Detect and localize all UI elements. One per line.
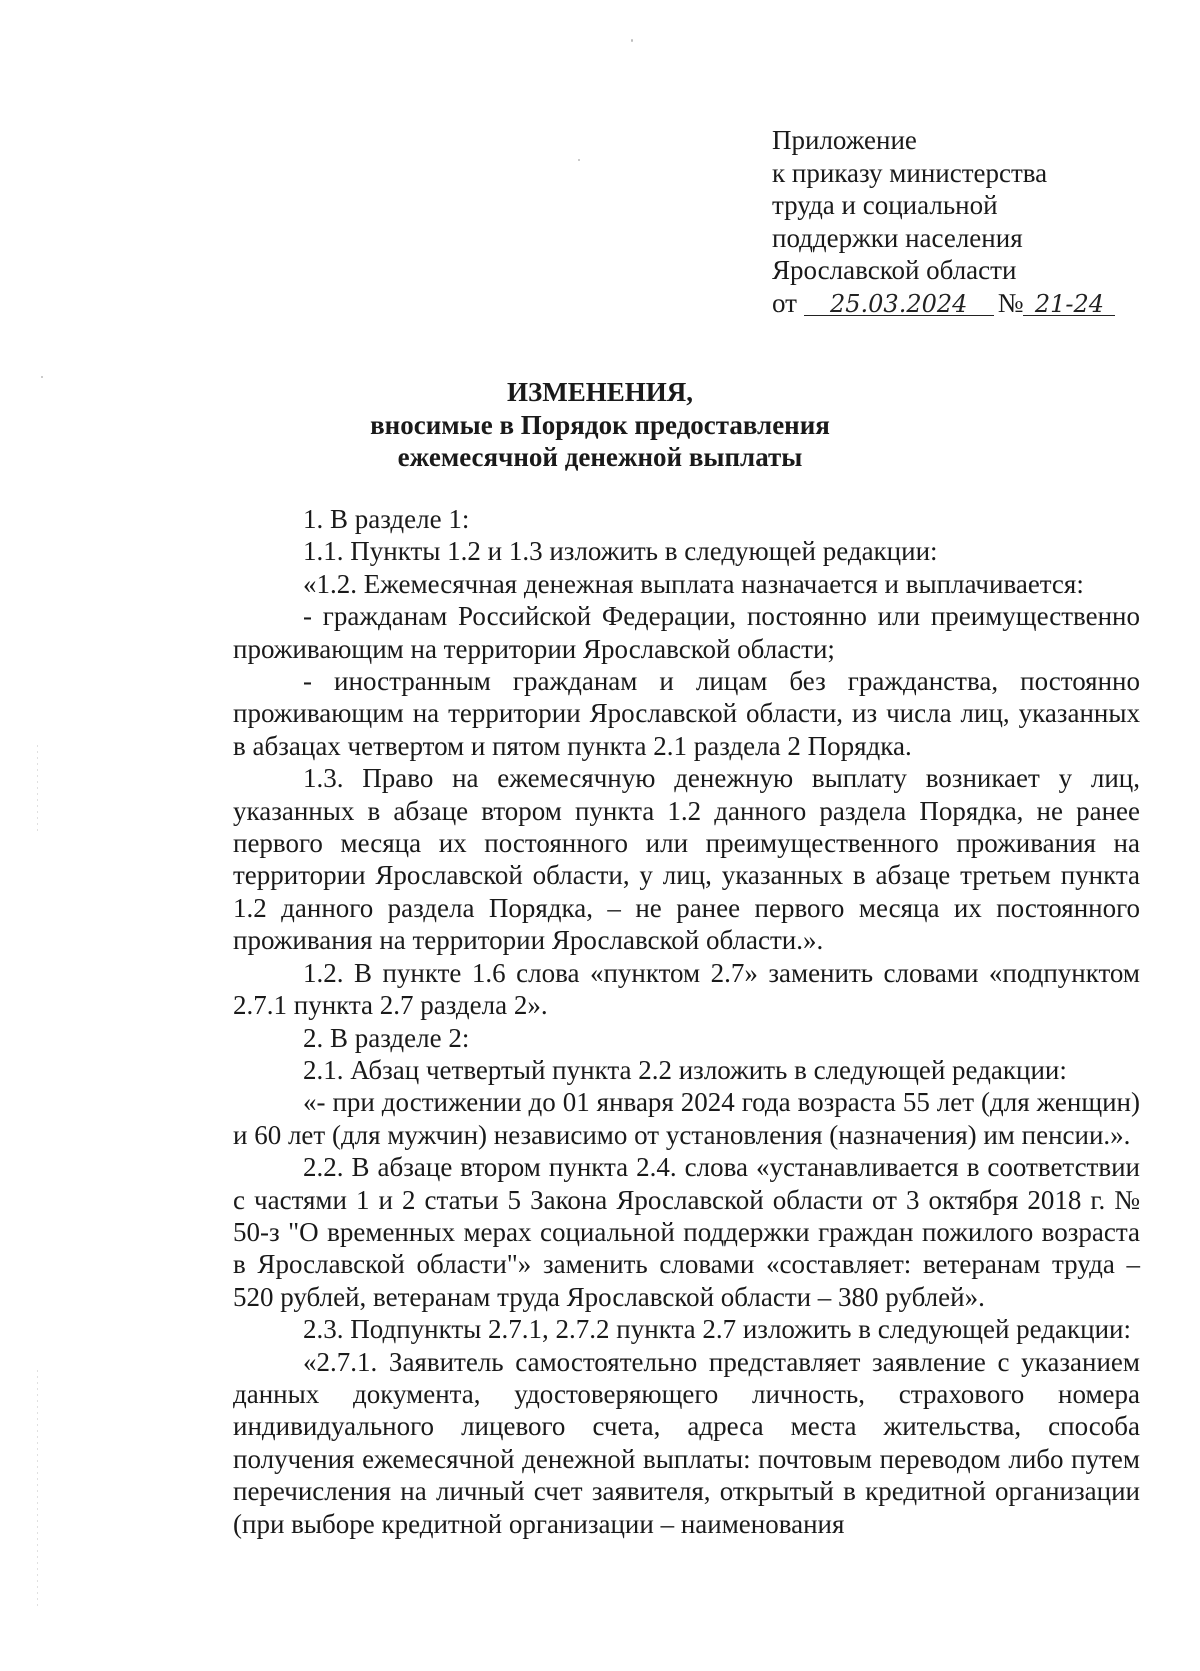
title-line-3: ежемесячной денежной выплаты <box>397 442 803 472</box>
paragraph: 1.1. Пункты 1.2 и 1.3 изложить в следующей редакции: <box>303 536 938 567</box>
appendix-line: к приказу министерства <box>772 157 1048 188</box>
document-body <box>233 503 1140 1540</box>
paragraph: 1.3. Право на ежемесячную денежную выплату возникает у лиц, указанных в абзаце втором пункта 1.2 данного раздела Порядка, не ранее первого месяца их постоянного или преимущественного проживания на территории Ярославской области, у лиц, указанных в абзаце третьем пункта 1.2 данного раздела Порядка, – не ранее первого месяца их постоянного проживания на территории Ярославской области.». <box>233 763 1140 956</box>
from-label: от <box>772 287 797 318</box>
margin-mark <box>37 1370 38 1610</box>
order-date-handwritten: 25.03.2024 <box>829 289 968 318</box>
title-line-1: ИЗМЕНЕНИЯ, <box>506 377 693 407</box>
paragraph: 1.2. В пункте 1.6 слова «пунктом 2.7» заменить словами «подпунктом 2.7.1 пункта 2.7 раздела 2». <box>233 957 1140 1021</box>
appendix-block <box>772 124 1172 320</box>
paragraph: 2. В разделе 2: <box>303 1022 470 1053</box>
number-label: № <box>997 287 1024 318</box>
order-number-handwritten: 21-24 <box>1034 289 1105 318</box>
paragraph: «2.7.1. Заявитель самостоятельно представляет заявление с указанием данных документа, удостоверяющего личность, страхового номера индивидуального лицевого счета, адреса места жительства, способа получения ежемесячной денежной выплаты: почтовым переводом либо путем перечисления на личный счет заявителя, открытый в кредитной организации (при выборе кредитной организации – наименования <box>233 1346 1140 1539</box>
scan-speck <box>631 39 633 42</box>
scan-speck <box>578 159 580 161</box>
appendix-line: поддержки населения <box>772 222 1023 253</box>
paragraph: - иностранным гражданам и лицам без гражданства, постоянно проживающим на территории Ярославской области, из числа лиц, указанных в абзацах четвертом и пятом пункта 2.1 раздела 2 Порядка. <box>233 666 1140 761</box>
appendix-line: Приложение <box>772 125 917 155</box>
order-date-field <box>804 287 994 316</box>
paragraph: - гражданам Российской Федерации, постоянно или преимущественно проживающим на территории Ярославской области; <box>233 601 1140 664</box>
scan-speck <box>41 376 43 378</box>
order-date-number-line <box>772 287 1172 320</box>
paragraph: 2.2. В абзаце втором пункта 2.4. слова «устанавливается в соответствии с частями 1 и 2 статьи 5 Закона Ярославской области от 3 октября 2018 г. № 50-з "О временных мерах социальной поддержки граждан пожилого возраста в Ярославской области"» заменить словами «составляет: ветеранам труда – 520 рублей, ветеранам труда Ярославской области – 380 рублей». <box>233 1152 1140 1312</box>
appendix-line: Ярославской области <box>772 255 1017 285</box>
paragraph: «- при достижении до 01 января 2024 года возраста 55 лет (для женщин) и 60 лет (для мужчин) независимо от установления (назначения) им пенсии.». <box>233 1087 1140 1150</box>
title-line-2: вносимые в Порядок предоставления <box>370 409 830 440</box>
margin-mark <box>37 745 38 835</box>
paragraph: 2.3. Подпункты 2.7.1, 2.7.2 пункта 2.7 изложить в следующей редакции: <box>303 1314 1131 1345</box>
appendix-line: труда и социальной <box>772 190 998 220</box>
paragraph: 2.1. Абзац четвертый пункта 2.2 изложить в следующей редакции: <box>303 1054 1067 1085</box>
document-title <box>200 376 1000 474</box>
paragraph: «1.2. Ежемесячная денежная выплата назначается и выплачивается: <box>303 568 1084 599</box>
paragraph: 1. В разделе 1: <box>303 504 470 534</box>
order-number-field <box>1023 287 1115 316</box>
